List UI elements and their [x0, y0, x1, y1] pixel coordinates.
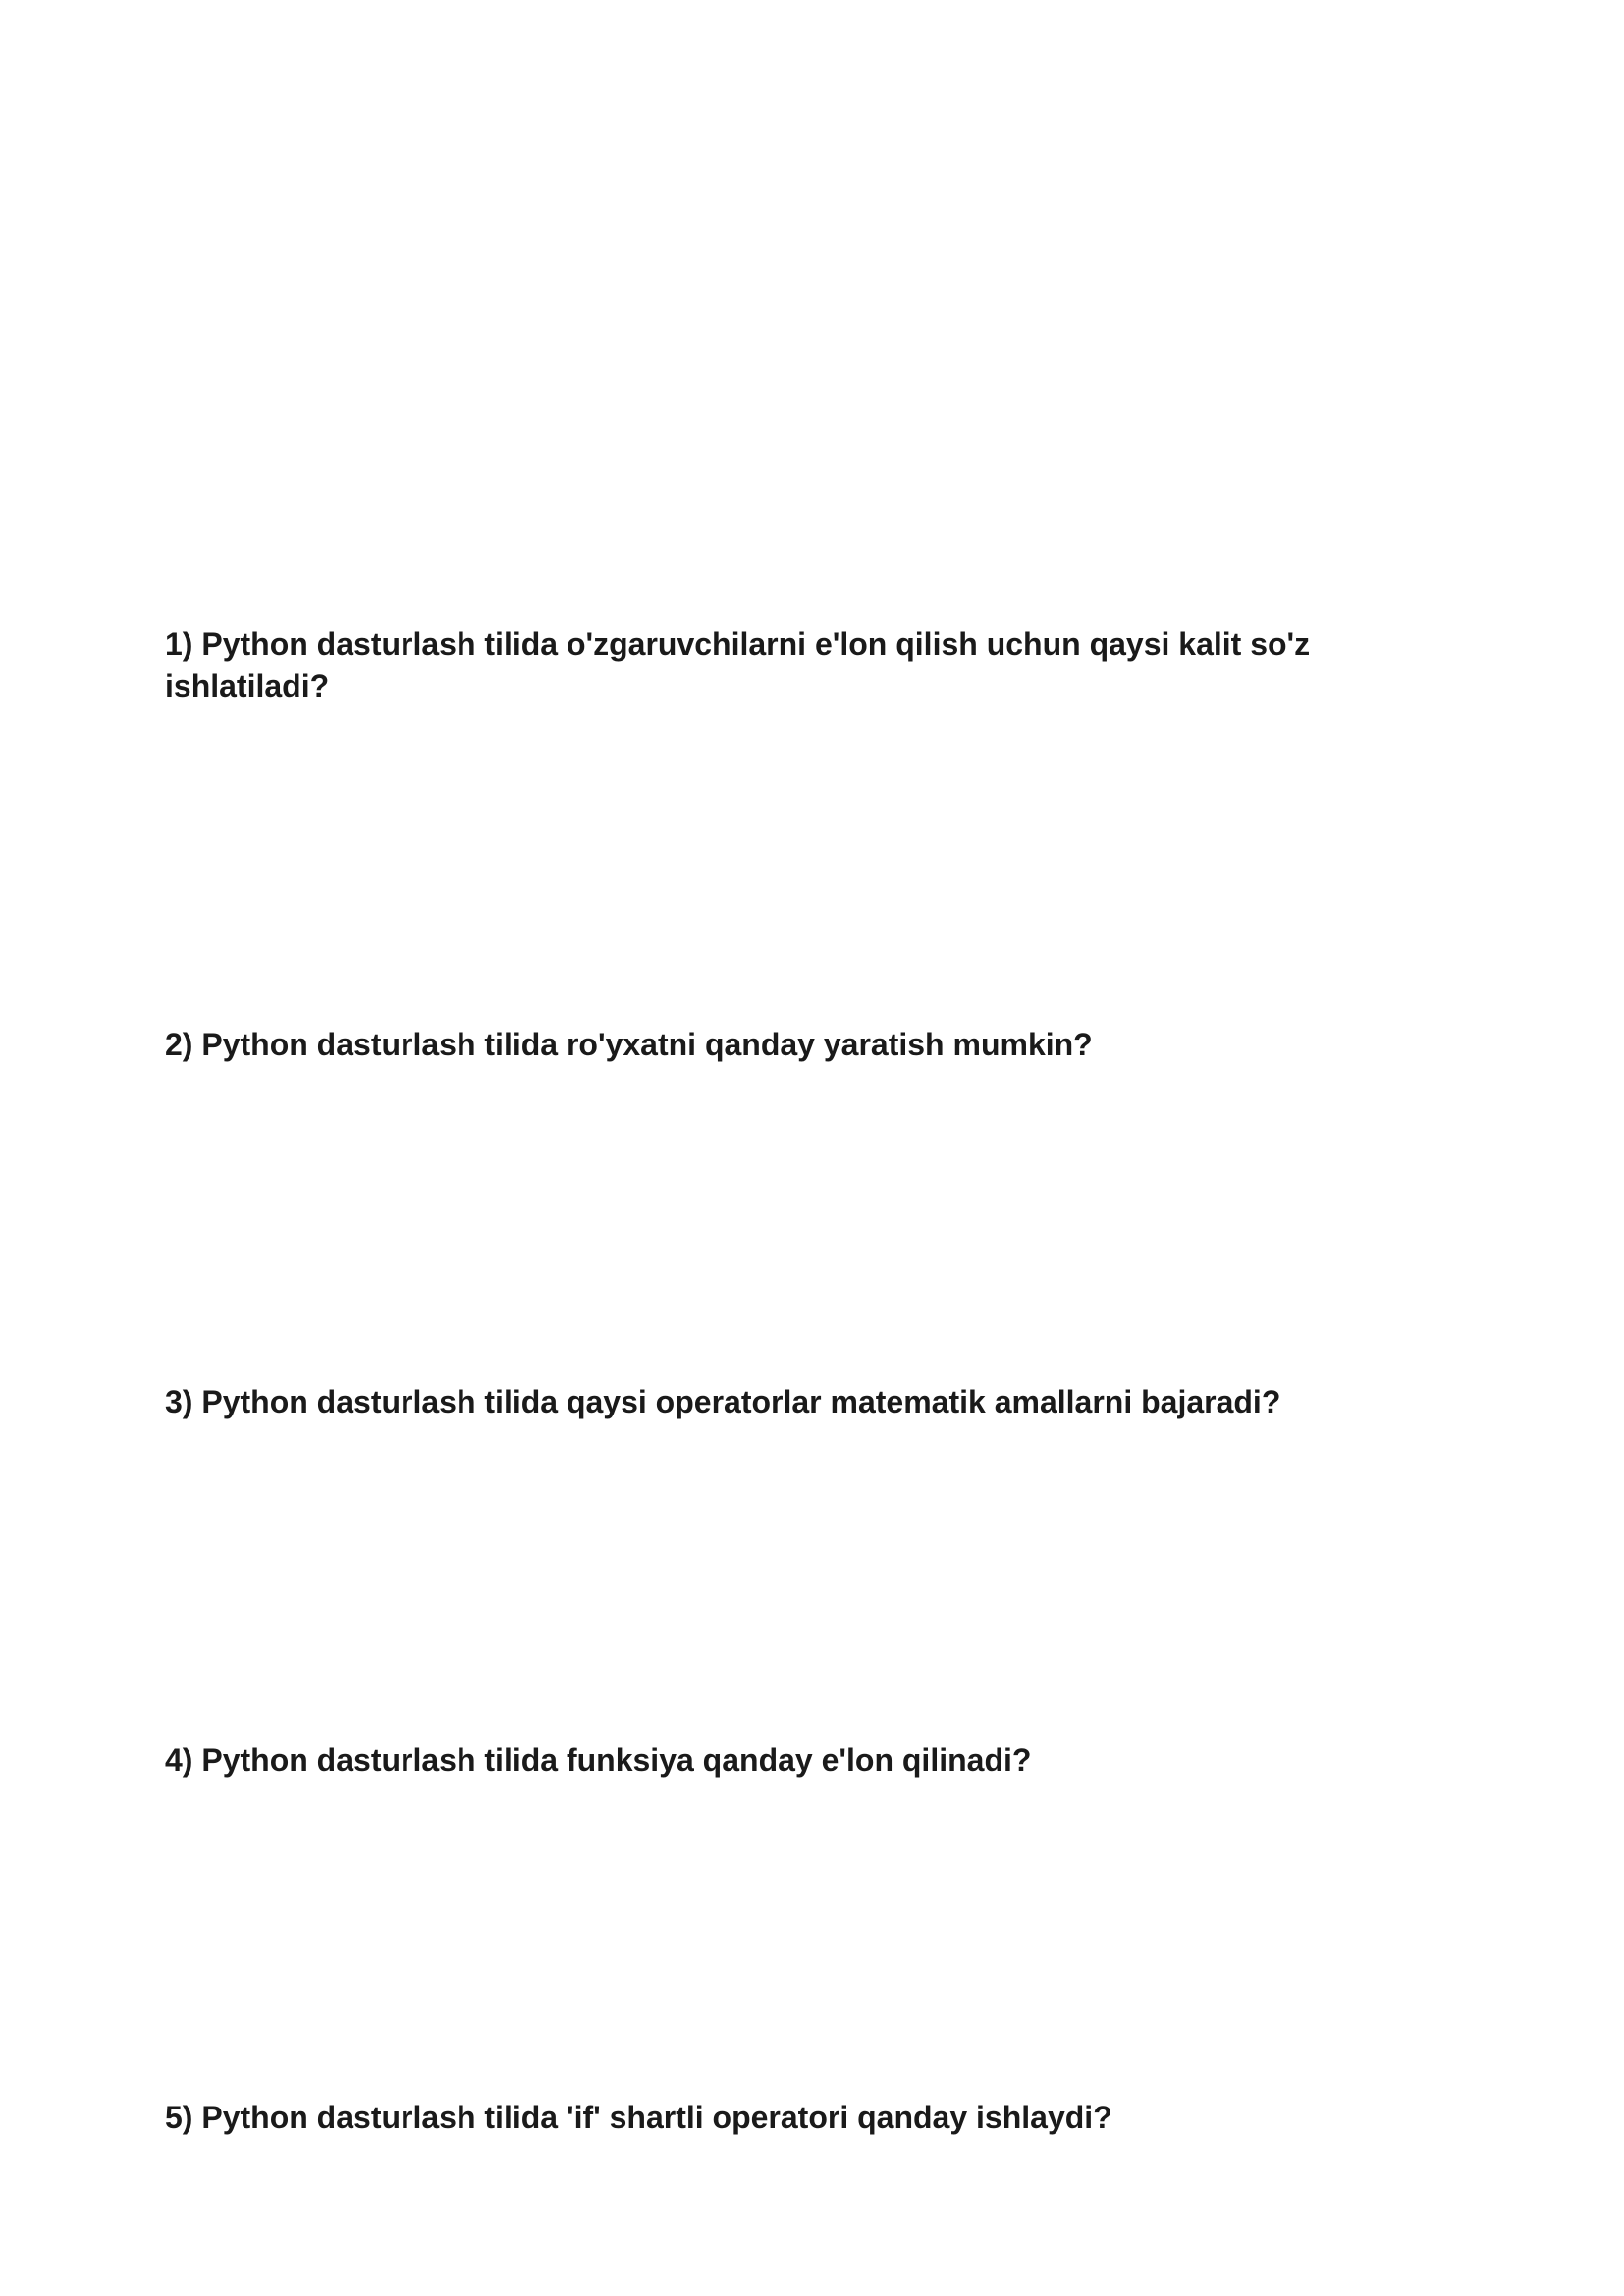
question-1: 1) Python dasturlash tilida o'zgaruvchilarni e'lon qilish uchun qaysi kalit so'z ishlatiladi?	[165, 626, 1311, 704]
question-3: 3) Python dasturlash tilida qaysi operatorlar matematik amallarni bajaradi?	[165, 1384, 1281, 1419]
question-5: 5) Python dasturlash tilida 'if' shartli operatori qanday ishlaydi?	[165, 2100, 1112, 2135]
question-4: 4) Python dasturlash tilida funksiya qanday e'lon qilinadi?	[165, 1742, 1032, 1778]
question-2: 2) Python dasturlash tilida ro'yxatni qanday yaratish mumkin?	[165, 1027, 1093, 1062]
